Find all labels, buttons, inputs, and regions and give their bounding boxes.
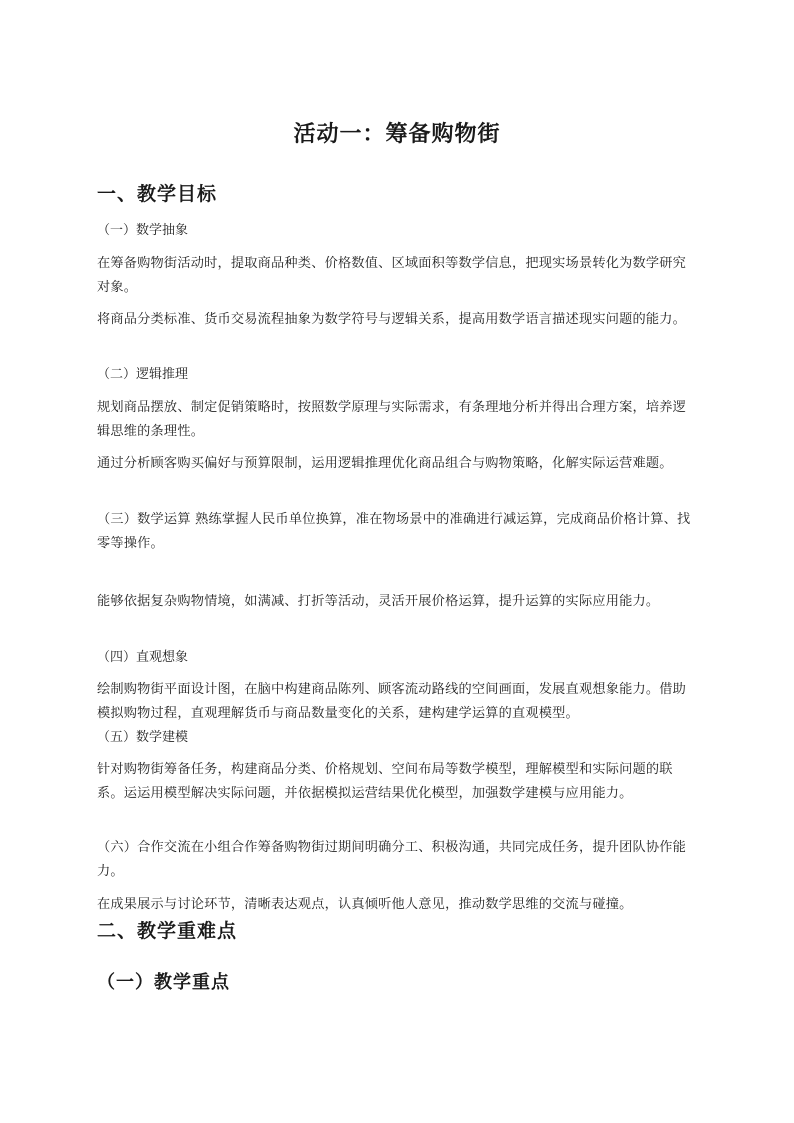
subheading-teaching-focus: （一）教学重点 bbox=[97, 972, 230, 993]
paragraph-8: 针对购物街筹备任务，构建商品分类、价格规划、空间布局等数学模型，理解模型和实际问题的联系。运运用模型解决实际问题，并依据模拟运营结果优化模型，加强数学建模与应用能力。 bbox=[97, 762, 673, 801]
subheading-intuition: （四）直观想象 bbox=[97, 650, 189, 665]
paragraph-2: 将商品分类标准、货币交易流程抽象为数学符号与逻辑关系，提高用数学语言描述现实问题的能力。 bbox=[97, 312, 687, 327]
paragraph-4: 通过分析顾客购买偏好与预算限制，运用逻辑推理优化商品组合与购物策略，化解实际运营难题。 bbox=[97, 456, 673, 471]
paragraph-5: （三）数学运算 熟练掌握人民币单位换算，准在物场景中的准确进行减运算，完成商品价格计算、找零等操作。 bbox=[97, 512, 691, 551]
paragraph-10: 在成果展示与讨论环节，清晰表达观点，认真倾听他人意见，推动数学思维的交流与碰撞。 bbox=[97, 897, 633, 912]
section-heading-goals: 一、教学目标 bbox=[97, 183, 218, 205]
page-title: 活动一：筹备购物街 bbox=[293, 122, 501, 147]
subheading-modeling: （五）数学建模 bbox=[97, 730, 189, 745]
section-heading-key-points: 二、教学重难点 bbox=[97, 920, 238, 942]
paragraph-1: 在筹备购物街活动时，提取商品种类、价格数值、区域面积等数学信息，把现实场景转化为数学研究对象。 bbox=[97, 256, 687, 295]
paragraph-9: （六）合作交流在小组合作筹备购物街过期间明确分工、积极沟通，共同完成任务，提升团队协作能力。 bbox=[97, 840, 687, 879]
subheading-reasoning: （二）逻辑推理 bbox=[97, 367, 189, 382]
paragraph-3: 规划商品摆放、制定促销策略时，按照数学原理与实际需求，有条理地分析并得出合理方案，培养逻辑思维的条理性。 bbox=[97, 400, 687, 439]
paragraph-7: 绘制购物街平面设计图，在脑中构建商品陈列、顾客流动路线的空间画面，发展直观想象能力。借助模拟购物过程，直观理解货币与商品数量变化的关系，建构建学运算的直观模型。 bbox=[97, 682, 687, 721]
subheading-abstraction: （一）数学抽象 bbox=[97, 223, 189, 238]
paragraph-6: 能够依据复杂购物情境，如满减、打折等活动，灵活开展价格运算，提升运算的实际应用能力。 bbox=[97, 594, 660, 609]
